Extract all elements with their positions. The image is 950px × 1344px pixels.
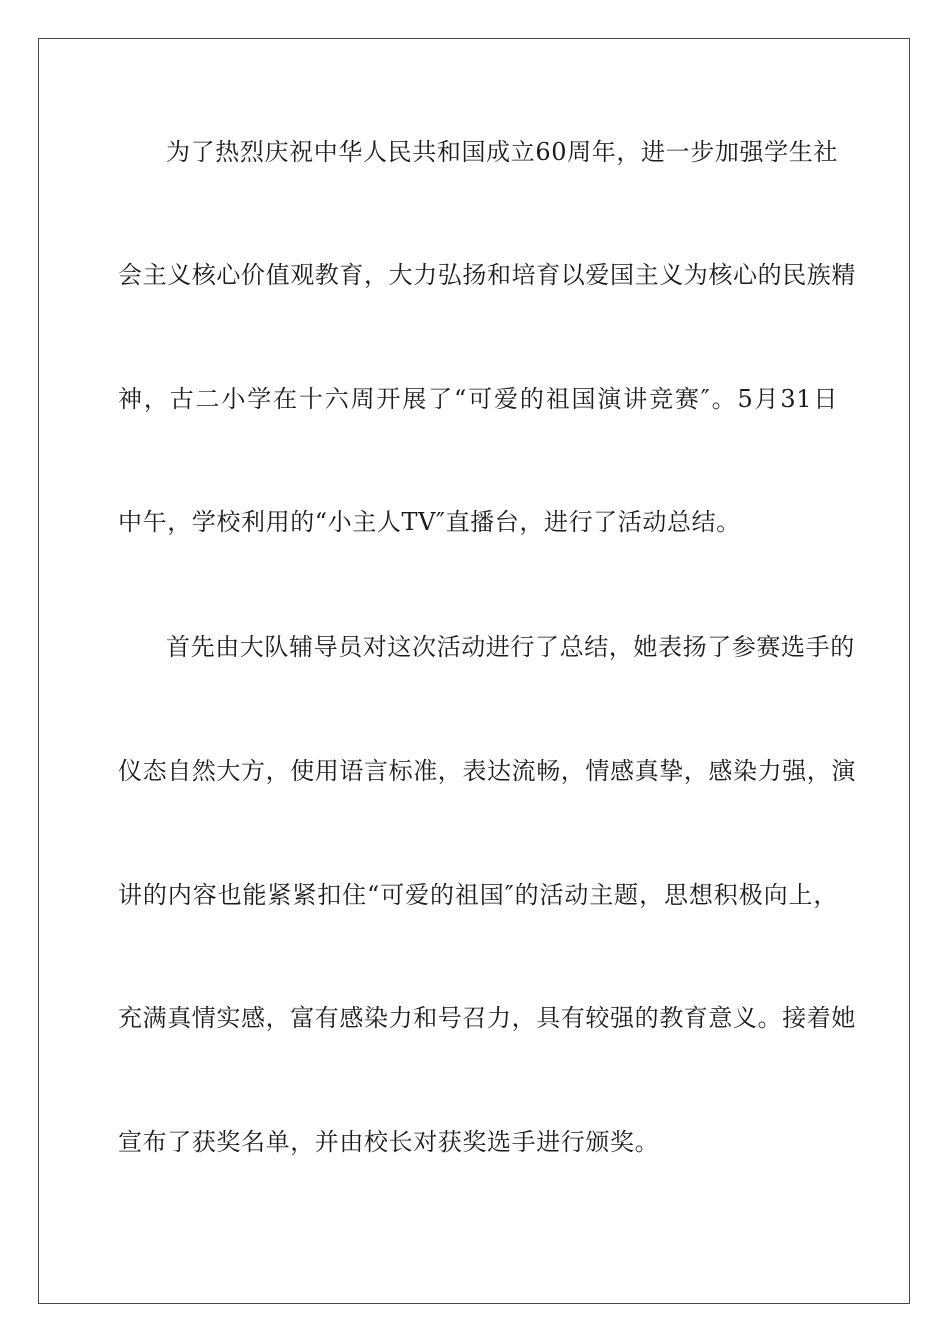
paragraph-2-line-3: 讲的内容也能紧紧扣住“可爱的祖国″的活动主题，思想积极向上，: [118, 881, 838, 909]
paragraph-1-line-2: 会主义核心价值观教育，大力弘扬和培育以爱国主义为核心的民族精: [118, 261, 856, 289]
paragraph-2-line-4: 充满真情实感，富有感染力和号召力，具有较强的教育意义。接着她: [118, 1004, 856, 1032]
paragraph-2-line-2: 仪态自然大方，使用语言标准，表达流畅，情感真挚，感染力强，演: [118, 757, 856, 785]
page-border: [38, 38, 910, 1304]
paragraph-1-line-3: 神，古二小学在十六周开展了“可爱的祖国演讲竞赛″。5月31日: [118, 385, 838, 413]
paragraph-2-line-1: 首先由大队辅导员对这次活动进行了总结，她表扬了参赛选手的: [166, 633, 855, 661]
paragraph-1-line-4: 中午，学校利用的“小主人TV″直播台，进行了活动总结。: [118, 508, 741, 536]
paragraph-2-line-5: 宣布了获奖名单，并由校长对获奖选手进行颁奖。: [118, 1128, 660, 1156]
paragraph-1-line-1: 为了热烈庆祝中华人民共和国成立60周年，进一步加强学生社: [166, 138, 838, 166]
